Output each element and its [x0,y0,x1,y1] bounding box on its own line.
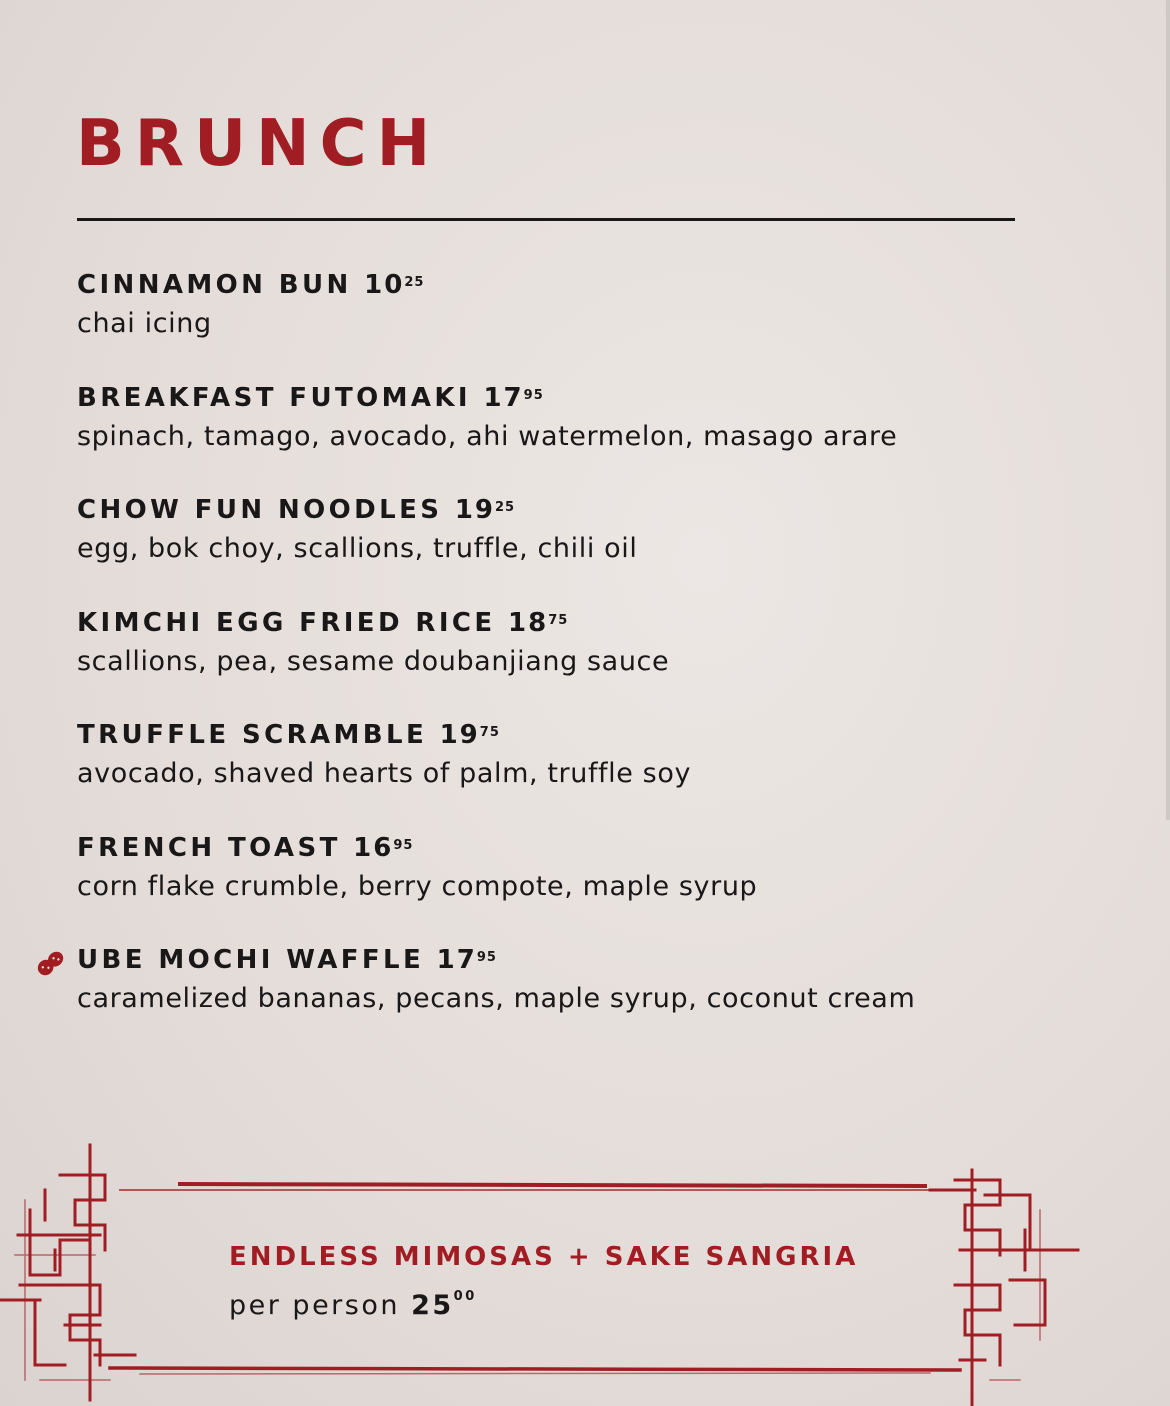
item-description: avocado, shaved hearts of palm, truffle soy [77,758,692,789]
promo-banner [0,1140,1170,1406]
item-description: caramelized bananas, pecans, maple syrup, coconut cream [77,983,916,1014]
menu-items [77,268,1077,1056]
menu-item [77,943,1077,1056]
item-name: KIMCHI EGG FRIED RICE [77,607,496,638]
item-price: $18^{75}$ [508,607,569,638]
item-name: CINNAMON BUN [77,270,352,300]
menu-title: BRUNCH [76,107,441,181]
item-description: chai icing [77,308,212,339]
scrollbar[interactable] [1166,0,1170,820]
item-price: $19^{75}$ [439,720,500,750]
menu-item [77,606,1077,719]
item-description: corn flake crumble, berry compote, maple syrup [77,870,758,902]
menu-item [77,831,1077,944]
item-price: $19^{25}$ [454,495,516,525]
menu-item [77,268,1077,381]
promo-price: per person $25^{00}$ [229,1289,477,1321]
item-price: $17^{95}$ [483,382,544,413]
chinese-lattice-ornament [0,1140,1170,1406]
item-description: scallions, pea, sesame doubanjiang sauce [77,645,670,677]
item-description: spinach, tamago, avocado, ahi watermelon, masago arare [77,420,898,452]
item-price: $10^{25}$ [364,270,425,300]
menu-item [77,381,1077,494]
item-price: $16^{95}$ [353,832,414,863]
item-name: TRUFFLE SCRAMBLE [77,720,428,750]
item-name: UBE MOCHI WAFFLE [77,945,425,975]
menu-item [77,718,1077,831]
promo-title: ENDLESS MIMOSAS + SAKE SANGRIA [229,1242,859,1272]
item-price: $17^{95}$ [436,945,497,975]
item-name: FRENCH TOAST [77,832,341,863]
item-name: BREAKFAST FUTOMAKI [77,382,472,413]
menu-item [77,493,1077,606]
title-divider [77,218,1015,221]
peanut-icon [35,949,67,977]
item-name: CHOW FUN NOODLES [77,495,443,525]
item-description: egg, bok choy, scallions, truffle, chili oil [77,533,638,564]
